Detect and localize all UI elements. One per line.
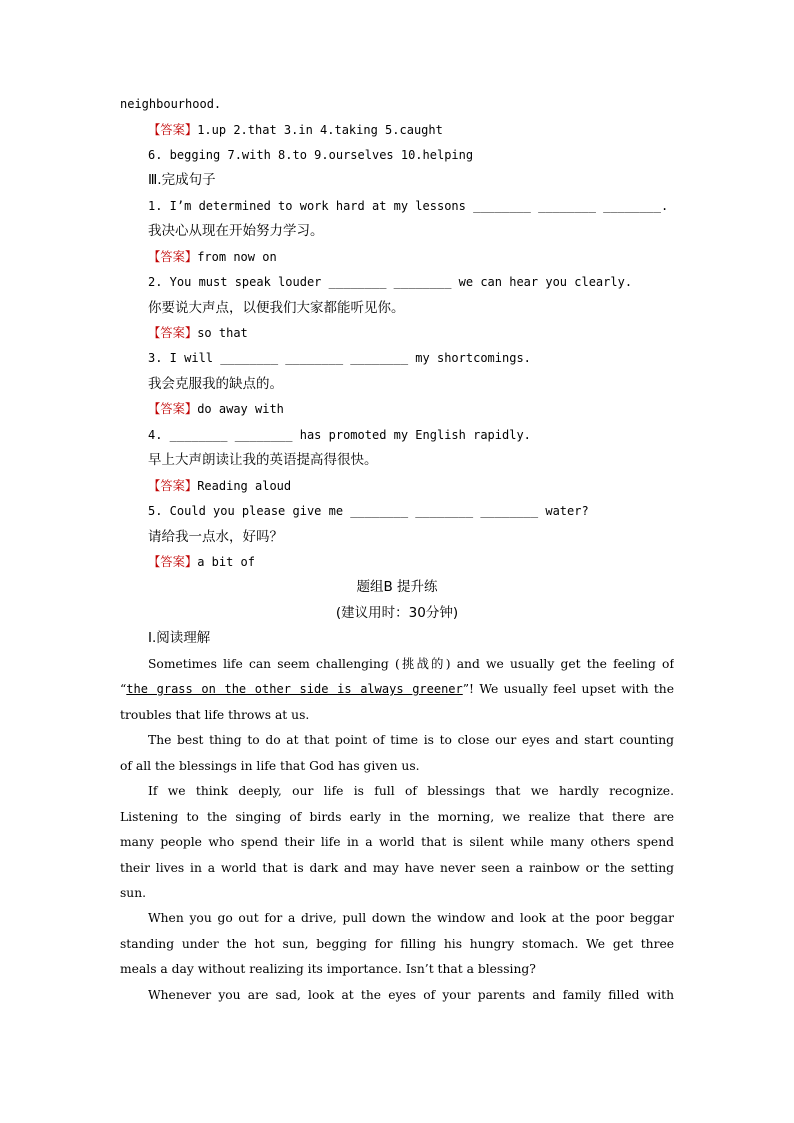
- answer-label: 【答案】: [148, 326, 198, 340]
- answer-text: so that: [197, 326, 248, 340]
- sentence-5-chinese: 请给我一点水，好吗？: [148, 529, 283, 545]
- sentence-5-answer: [148, 550, 674, 575]
- passage-line: troubles that life throws at us.: [120, 708, 310, 722]
- time-note: (建议用时：30分钟): [335, 605, 459, 621]
- sentence-1-english: 1. I’m determined to work hard at my lessons ________ ________ ________.: [148, 199, 669, 213]
- sentence-2-english: 2. You must speak louder ________ ________ we can hear you clearly.: [148, 275, 633, 289]
- sentence-1-chinese: 我决心从现在开始努力学习。: [148, 223, 324, 239]
- open-quote: “: [120, 682, 127, 696]
- answer-label: 【答案】: [148, 123, 198, 137]
- passage-line: Whenever you are sad, look at the eyes of your parents and family filled with: [148, 988, 674, 1002]
- sentence-3-chinese: 我会克服我的缺点的。: [148, 376, 283, 392]
- sentence-3-answer: [148, 397, 674, 422]
- passage-line: If we think deeply, our life is full of blessings that we hardly recognize.: [148, 784, 674, 798]
- answer-line-1: [148, 118, 674, 143]
- section-heading-reading: Ⅰ.阅读理解: [148, 630, 211, 646]
- passage-line: meals a day without realizing its importance. Isn’t that a blessing?: [120, 962, 536, 976]
- sentence-4-chinese: 早上大声朗读让我的英语提高得很快。: [148, 452, 378, 468]
- continued-text: neighbourhood.: [120, 97, 222, 111]
- sentence-4-answer: [148, 474, 674, 499]
- answer-text: do away with: [197, 402, 284, 416]
- passage-line: of all the blessings in life that God has given us.: [120, 759, 420, 773]
- answers-6-10: 6. begging 7.with 8.to 9.ourselves 10.helping: [148, 148, 474, 162]
- answer-label: 【答案】: [148, 555, 198, 569]
- answer-label: 【答案】: [148, 250, 198, 264]
- answer-text: a bit of: [197, 555, 255, 569]
- passage-line: The best thing to do at that point of time is to close our eyes and start counting: [148, 733, 674, 747]
- answer-label: 【答案】: [148, 479, 198, 493]
- passage-line: Listening to the singing of birds early in the morning, we realize that there are: [120, 810, 674, 824]
- underlined-phrase: the grass on the other side is always greener: [126, 682, 463, 696]
- sentence-4-english: 4. ________ ________ has promoted my English rapidly.: [148, 428, 531, 442]
- answers-1-5: 1.up 2.that 3.in 4.taking 5.caught: [197, 123, 443, 137]
- sentence-2-chinese: 你要说大声点，以便我们大家都能听见你。: [148, 300, 405, 316]
- answer-text: Reading aloud: [197, 479, 292, 493]
- passage-line: When you go out for a drive, pull down the window and look at the poor beggar: [148, 911, 674, 925]
- group-b-title: 题组B 提升练: [356, 579, 438, 595]
- close-quote-text: ”! We usually feel upset with the: [462, 682, 674, 696]
- section-heading-iii: Ⅲ.完成句子: [148, 172, 216, 188]
- answer-text: from now on: [197, 250, 277, 264]
- sentence-2-answer: [148, 321, 674, 346]
- passage-line: many people who spend their life in a world that is silent while many others spend: [120, 835, 674, 849]
- sentence-3-english: 3. I will ________ ________ ________ my shortcomings.: [148, 351, 531, 365]
- sentence-5-english: 5. Could you please give me ________ ________ ________ water?: [148, 504, 589, 518]
- passage-line: sun.: [120, 886, 147, 900]
- passage-line: their lives in a world that is dark and may have never seen a rainbow or the setting: [120, 861, 674, 875]
- answer-label: 【答案】: [148, 402, 198, 416]
- passage-line: standing under the hot sun, begging for filling his hungry stomach. We get three: [120, 937, 674, 951]
- sentence-1-answer: [148, 245, 674, 270]
- passage-line: Sometimes life can seem challenging (挑战的) and we usually get the feeling of: [148, 657, 674, 671]
- passage-line-quote: [120, 677, 674, 702]
